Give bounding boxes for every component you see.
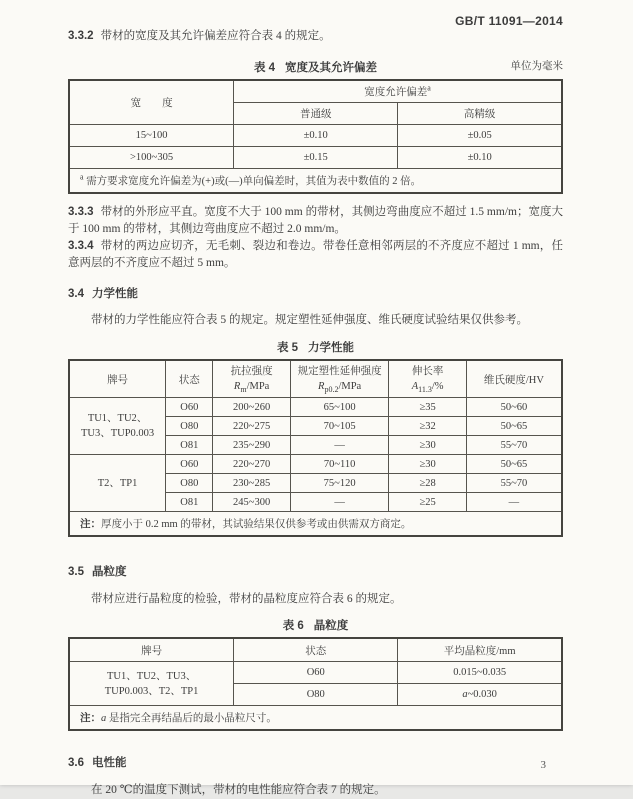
grade-line: TU1、TU2、	[87, 413, 148, 424]
table-row	[69, 125, 562, 147]
t5-cell-proof: 65~100	[290, 398, 389, 417]
table-6-grain-size	[68, 637, 563, 731]
table5-caption-row	[68, 338, 563, 354]
table-row	[69, 147, 562, 169]
heading-title: 电性能	[92, 757, 127, 769]
t5-col-state: 状态	[166, 360, 213, 398]
t5-cell-proof: —	[290, 436, 389, 455]
table-row	[69, 662, 562, 684]
t5-cell-hardness: 50~60	[466, 398, 562, 417]
t5-elong-symbol	[391, 379, 463, 394]
table6-caption	[283, 617, 349, 633]
grade-line: TU3、TUP0.003	[80, 428, 155, 439]
t4-cell-high: ±0.05	[398, 125, 562, 147]
t5-cell-proof: 70~110	[290, 455, 389, 474]
table-header-row	[69, 360, 562, 398]
unit: /MPa	[338, 381, 362, 392]
t5-proof-symbol	[293, 379, 387, 394]
table6-caption-label: 表 6	[282, 620, 304, 632]
symbol: R	[233, 381, 241, 392]
t5-cell-hardness: 50~65	[466, 455, 562, 474]
table-row	[69, 398, 562, 417]
t6-cell-grain	[398, 684, 562, 706]
t5-cell-elongation: ≥30	[389, 436, 466, 455]
t5-cell-hardness: 55~70	[466, 474, 562, 493]
heading-number: 3.6	[68, 757, 84, 769]
t5-cell-state: O80	[166, 417, 213, 436]
t5-cell-state: O80	[166, 474, 213, 493]
table4-unit-note: 单位为毫米	[510, 61, 563, 72]
table-footnote-row	[69, 169, 562, 194]
t5-tensile-name: 抗拉强度	[230, 366, 273, 377]
grade-line: TUP0.003、T2、TP1	[104, 685, 199, 697]
section-3-6-body: 在 20 ℃的温度下测试，带材的电性能应符合表 7 的规定。	[91, 784, 386, 796]
table5-caption	[277, 339, 354, 355]
t5-cell-state: O81	[166, 436, 213, 455]
table-note-row	[69, 706, 562, 731]
section-number: 3.3.2	[68, 30, 94, 42]
standard-number: GB/T 11091—2014	[455, 14, 563, 28]
t5-cell-tensile: 235~290	[213, 436, 290, 455]
t5-cell-hardness: 55~70	[466, 436, 562, 455]
heading-title: 力学性能	[92, 288, 138, 300]
heading-3-6	[68, 755, 563, 771]
t5-proof-name: 规定塑性延伸强度	[297, 366, 382, 377]
section-number: 3.3.4	[68, 240, 94, 252]
t4-col-tolerance	[234, 80, 562, 103]
table-row	[69, 455, 562, 474]
note-label: 注：	[80, 712, 101, 724]
table6-caption-row	[68, 616, 563, 632]
t5-col-proof	[290, 360, 389, 398]
t5-tensile-symbol	[215, 379, 287, 394]
note-text: 厚度小于 0.2 mm 的带材，其试验结果仅供参考或由供需双方商定。	[101, 519, 412, 530]
t5-cell-proof: —	[290, 493, 389, 512]
section-3-5-body: 带材应进行晶粒度的检验，带材的晶粒度应符合表 6 的规定。	[91, 593, 402, 605]
t5-cell-proof: 70~105	[290, 417, 389, 436]
table-note-row	[69, 512, 562, 537]
t5-col-tensile	[213, 360, 290, 398]
t4-col-width: 宽 度	[69, 80, 234, 125]
subscript: p0.2	[324, 385, 339, 395]
table5-caption-label: 表 5	[276, 342, 299, 354]
t5-col-grade: 牌号	[69, 360, 166, 398]
unit: /%	[431, 381, 444, 392]
table-header-row	[69, 80, 562, 103]
t4-footnote	[69, 169, 562, 194]
heading-3-4	[68, 286, 563, 302]
t5-cell-elongation: ≥30	[389, 455, 466, 474]
t5-cell-elongation: ≥32	[389, 417, 466, 436]
table4-caption-title: 宽度及其允许偏差	[285, 62, 378, 74]
t5-cell-elongation: ≥25	[389, 493, 466, 512]
grade-line: T2、TP1	[97, 477, 138, 489]
section-3-4-body: 带材的力学性能应符合表 5 的规定。规定塑性延伸强度、维氏硬度试验结果仅供参考。	[91, 314, 528, 326]
table-header-row	[69, 638, 562, 662]
t6-col-state: 状态	[234, 638, 398, 662]
t5-cell-tensile: 220~275	[213, 417, 290, 436]
t5-cell-state: O81	[166, 493, 213, 512]
t5-cell-tensile: 230~285	[213, 474, 290, 493]
t5-cell-state: O60	[166, 455, 213, 474]
heading-3-5	[68, 564, 563, 580]
section-text: 带材的两边应切齐，无毛刺、裂边和卷边。带卷任意相邻两层的不齐度应不超过 1 mm，任意两层的不齐度应不超过 5 mm。	[68, 240, 563, 269]
t5-cell-proof: 75~120	[290, 474, 389, 493]
t5-col-elongation	[389, 360, 466, 398]
t4-tolerance-label: 宽度允许偏差	[364, 87, 428, 98]
t4-cell-width: >100~305	[69, 147, 234, 169]
t6-cell-grade	[69, 662, 234, 706]
grain-value: ~0.030	[467, 689, 497, 700]
t4-col-high: 高精级	[398, 103, 562, 125]
t4-col-normal: 普通级	[234, 103, 398, 125]
t4-cell-normal: ±0.15	[234, 147, 398, 169]
table4-caption-label: 表 4	[253, 62, 276, 74]
section-text: 带材的宽度及其允许偏差应符合表 4 的规定。	[100, 30, 331, 42]
note-text: 是指完全再结晶后的最小晶粒尺寸。	[106, 713, 277, 724]
page-content	[68, 0, 563, 799]
t6-col-grain: 平均晶粒度/mm	[398, 638, 562, 662]
note-label: 注：	[80, 518, 101, 530]
t5-cell-grade-group1	[69, 398, 166, 455]
t5-cell-hardness: —	[466, 493, 562, 512]
t4-cell-high: ±0.10	[398, 147, 562, 169]
t4-footnote-text: 需方要求宽度允许偏差为(+)或(—)单向偏差时，其值为表中数值的 2 倍。	[83, 176, 422, 187]
section-number: 3.3.3	[68, 206, 94, 218]
t5-col-hardness: 维氏硬度/HV	[466, 360, 562, 398]
section-3-3-3	[68, 204, 563, 238]
t4-cell-normal: ±0.10	[234, 125, 398, 147]
symbol: R	[318, 381, 325, 392]
section-3-3-4	[68, 238, 563, 272]
t5-cell-state: O60	[166, 398, 213, 417]
section-text: 带材的外形应平直。宽度不大于 100 mm 的带材，其侧边弯曲度应不超过 1.5 mm/m；宽度大于 100 mm 的带材，其侧边弯曲度应不超过 2.0 mm/m。	[68, 206, 563, 235]
heading-title: 晶粒度	[92, 566, 127, 578]
t6-cell-grain: 0.015~0.035	[398, 662, 562, 684]
t5-cell-tensile: 245~300	[213, 493, 290, 512]
t5-note	[69, 512, 562, 537]
t5-cell-grade-group2	[69, 455, 166, 512]
t5-cell-elongation: ≥35	[389, 398, 466, 417]
table4-caption-row	[68, 58, 563, 74]
table-4-width-tolerance	[68, 79, 563, 194]
t5-cell-tensile: 220~270	[213, 455, 290, 474]
subscript: m	[240, 385, 247, 395]
t5-cell-tensile: 200~260	[213, 398, 290, 417]
t6-cell-state: O80	[234, 684, 398, 706]
heading-number: 3.4	[68, 288, 84, 300]
t4-cell-width: 15~100	[69, 125, 234, 147]
table-5-mechanical-properties	[68, 359, 563, 537]
t5-cell-hardness: 50~65	[466, 417, 562, 436]
t5-elong-name: 伸长率	[411, 366, 444, 377]
t5-cell-elongation: ≥28	[389, 474, 466, 493]
section-3-3-2	[68, 28, 563, 45]
note-variable: a	[101, 713, 107, 724]
heading-number: 3.5	[68, 566, 84, 578]
t6-cell-state: O60	[234, 662, 398, 684]
t6-note	[69, 706, 562, 731]
grain-variable: a	[462, 689, 468, 700]
table4-caption	[254, 59, 377, 75]
t4-tolerance-footnote-mark: a	[427, 83, 431, 93]
t4-footnote-mark: a	[80, 172, 84, 182]
grade-line: TU1、TU2、TU3、	[106, 670, 197, 682]
symbol: A	[411, 381, 419, 392]
subscript: 11.3	[418, 385, 432, 395]
table6-caption-title: 晶粒度	[313, 620, 349, 632]
t6-col-grade: 牌号	[69, 638, 234, 662]
unit: /MPa	[246, 381, 270, 392]
page-number: 3	[540, 759, 546, 771]
table5-caption-title: 力学性能	[308, 342, 355, 354]
